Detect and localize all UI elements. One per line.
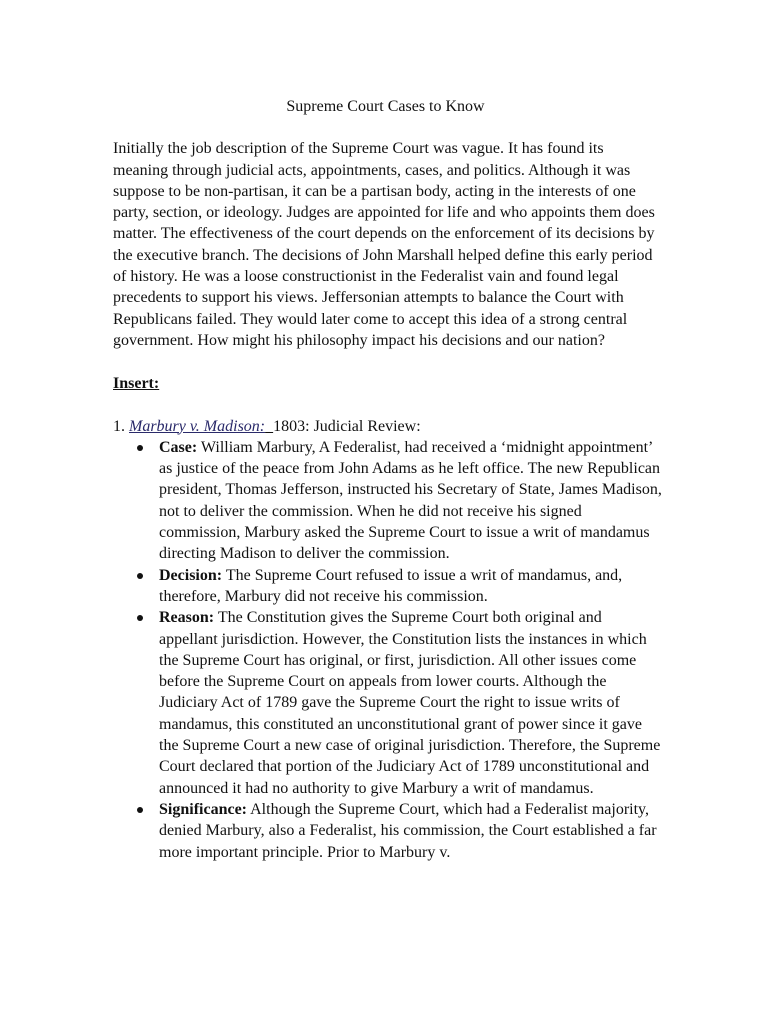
case-point-reason [159, 607, 664, 799]
document-page [113, 96, 662, 863]
insert-heading: Insert: [113, 375, 160, 393]
case-name-link[interactable]: Marbury v. Madison: [129, 417, 266, 435]
point-text: The Constitution gives the Supreme Court both original and appellant jurisdiction. However, the Constitution lists the instances in which the Supreme Court has original, or first, jurisdiction. All other issues come before the Supreme Court on appeals from lower courts. Although the Judiciary Act of 1789 gave the Supreme Court the right to issue writs of mandamus, this constituted an unconstitutional grant of power since it gave the Supreme Court a new case of original jurisdiction. Therefore, the Supreme Court declared that portion of the Judiciary Act of 1789 unconstitutional and announced it had no authority to give Marbury a writ of mandamus. [159, 609, 661, 797]
point-term: Decision: [159, 566, 223, 584]
intro-paragraph: Initially the job description of the Supreme Court was vague. It has found its meaning through judicial acts, appointments, cases, and politics. Although it was suppose to be non-partisan, it can be a partisan body, acting in the interests of one party, section, or ideology. Judges are appointed for life and who appoints them does matter. The effectiveness of the court depends on the enforcement of its decisions by the executive branch. The decisions of John Marshall helped define this early period of history. He was a loose constructionist in the Federalist vain and found legal precedents to support his views. Jeffersonian attempts to balance the Court with Republicans failed. They would later come to accept this idea of a strong central government. How might his philosophy impact his decisions and our nation? [113, 140, 655, 349]
case-point-case [159, 437, 664, 565]
point-term: Significance: [159, 800, 247, 818]
point-text: William Marbury, A Federalist, had received a ‘midnight appointment’ as justice of the peace from John Adams as he left office. The new Republican president, Thomas Jefferson, instructed his Secretary of State, James Madison, not to deliver the commission. When he did not receive his signed commission, Marbury asked the Supreme Court to issue a writ of mandamus directing Madison to deliver the commission. [159, 438, 662, 563]
point-term: Reason: [159, 609, 215, 627]
point-text: The Supreme Court refused to issue a writ of mandamus, and, therefore, Marbury did not receive his commission. [159, 566, 623, 605]
case-point-decision [159, 565, 664, 608]
case-number: 1. [113, 417, 129, 435]
case-year-topic: 1803: Judicial Review: [273, 417, 421, 435]
case-heading [113, 416, 658, 437]
point-term: Case: [159, 438, 198, 456]
case-name-spacer [265, 418, 273, 435]
point-text: Although the Supreme Court, which had a Federalist majority, denied Marbury, also a Federalist, his commission, the Court established a far more important principle. Prior to Marbury v. [159, 800, 657, 861]
case-points-list [113, 437, 664, 863]
case-point-significance [159, 799, 664, 863]
document-title: Supreme Court Cases to Know [286, 98, 485, 115]
